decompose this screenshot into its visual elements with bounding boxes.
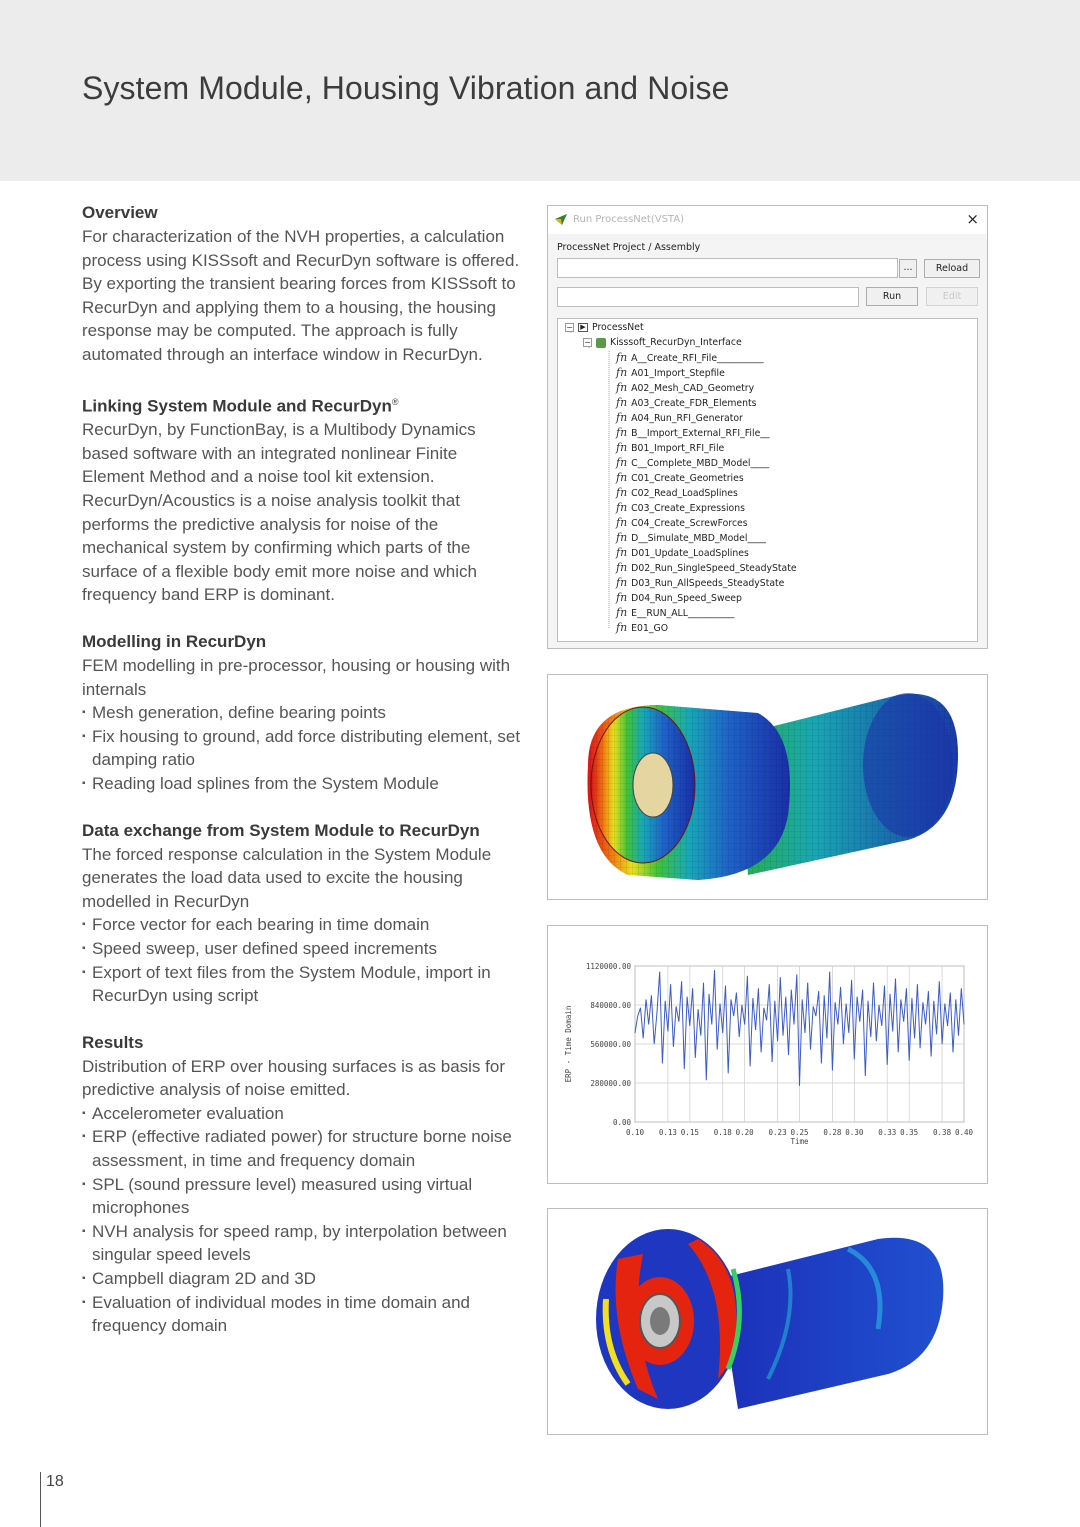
process-icon: ▶ xyxy=(578,323,588,332)
erp-distribution-image xyxy=(547,1208,988,1435)
tree-item[interactable]: fn D03_Run_AllSpeeds_SteadyState xyxy=(616,576,785,589)
x-tick-label: 0.18 xyxy=(713,1128,732,1137)
bullet-list xyxy=(82,1102,522,1338)
tree-item[interactable]: fn D__Simulate_MBD_Model____ xyxy=(616,531,767,544)
section-paragraph: The forced response calculation in the System Module generates the load data used to excite the housing modelled in RecurDyn xyxy=(82,844,492,911)
function-icon: fn xyxy=(616,531,628,544)
section-linking xyxy=(82,390,522,607)
x-tick-label: 0.20 xyxy=(735,1128,754,1137)
text-column xyxy=(82,201,522,1361)
tree-interface-node[interactable]: − Kisssoft_RecurDyn_Interface xyxy=(584,337,742,348)
bullet-list xyxy=(82,913,522,1007)
function-icon: fn xyxy=(616,381,628,394)
x-axis-label: Time xyxy=(790,1137,809,1146)
close-icon[interactable]: × xyxy=(966,210,979,228)
section-paragraph: RecurDyn, by FunctionBay, is a Multibody Dynamics based software with an integrated nonlinear Finite Element Method and a noise tool kit extension. RecurDyn/Acoustics is a noise analysis toolkit that performs the predictive analysis for noise of the mechanical system by confirming which parts of the surface of a flexible body emit more noise and which frequency band ERP is dominant. xyxy=(82,420,477,605)
section-modelling xyxy=(82,630,522,796)
x-tick-label: 0.35 xyxy=(900,1128,919,1137)
function-icon: fn xyxy=(616,561,628,574)
bullet-item: ▪ Force vector for each bearing in time domain xyxy=(82,913,522,937)
process-input[interactable] xyxy=(557,287,859,307)
process-tree xyxy=(557,318,978,642)
function-icon: fn xyxy=(616,501,628,514)
tree-item[interactable]: fn A01_Import_Stepfile xyxy=(616,366,725,379)
y-tick-label: 0.00 xyxy=(612,1118,631,1127)
bullet-item: ▪ Mesh generation, define bearing points xyxy=(82,701,522,725)
y-axis-label: ERP - Time Domain xyxy=(564,1005,573,1083)
x-tick-label: 0.10 xyxy=(625,1128,645,1137)
fem-mesh-illustration xyxy=(548,675,987,899)
tree-item[interactable]: fn A__Create_RFI_File__________ xyxy=(616,351,764,364)
bullet-item: ▪ NVH analysis for speed ramp, by interpolation between singular speed levels xyxy=(82,1220,522,1267)
tree-item[interactable]: fn D02_Run_SingleSpeed_SteadyState xyxy=(616,561,797,574)
function-icon: fn xyxy=(616,486,628,499)
bullet-item: ▪ Fix housing to ground, add force distributing element, set damping ratio xyxy=(82,725,522,772)
bullet-list xyxy=(82,701,522,795)
x-tick-label: 0.33 xyxy=(878,1128,897,1137)
function-icon: fn xyxy=(616,516,628,529)
fem-mesh-housing-image xyxy=(547,674,988,900)
tree-root[interactable]: − ▶ ProcessNet xyxy=(566,322,644,333)
collapse-icon[interactable]: − xyxy=(584,338,591,347)
bullet-item: ▪ Evaluation of individual modes in time domain and frequency domain xyxy=(82,1291,522,1338)
tree-item[interactable]: fn E01_GO xyxy=(616,621,669,634)
dialog-titlebar xyxy=(548,206,987,234)
bullet-item: ▪ Reading load splines from the System Module xyxy=(82,772,522,796)
x-tick-label: 0.13 xyxy=(658,1128,677,1137)
function-icon: fn xyxy=(616,471,628,484)
edit-button[interactable]: Edit xyxy=(926,287,978,306)
section-heading: Results xyxy=(82,1032,144,1052)
erp-chart-panel xyxy=(547,925,988,1184)
function-icon: fn xyxy=(616,441,628,454)
function-icon: fn xyxy=(616,351,628,364)
section-paragraph: FEM modelling in pre-processor, housing or housing with internals xyxy=(82,655,511,699)
y-tick-label: 560000.00 xyxy=(590,1040,631,1049)
function-icon: fn xyxy=(616,621,628,634)
reload-button[interactable]: Reload xyxy=(924,259,980,278)
section-data-exchange xyxy=(82,819,522,1008)
section-heading: Linking System Module and RecurDyn® xyxy=(82,396,399,416)
function-icon: fn xyxy=(616,426,628,439)
collapse-icon[interactable]: − xyxy=(566,323,573,332)
tree-item[interactable]: fn E__RUN_ALL__________ xyxy=(616,606,735,619)
section-overview xyxy=(82,201,522,367)
section-paragraph: For characterization of the NVH properties, a calculation process using KISSsoft and RecurDyn software is offered. By exporting the transient bearing forces from KISSsoft to RecurDyn and applying them to a housing, the housing response may be computed. The approach is fully automated through an interface window in RecurDyn. xyxy=(82,227,520,364)
function-icon: fn xyxy=(616,606,628,619)
y-tick-label: 840000.00 xyxy=(590,1001,631,1010)
x-tick-label: 0.23 xyxy=(768,1128,787,1137)
x-tick-label: 0.28 xyxy=(823,1128,842,1137)
function-icon: fn xyxy=(616,456,628,469)
processnet-dialog xyxy=(547,205,988,649)
registered-mark: ® xyxy=(391,396,399,407)
tree-item[interactable]: fn C04_Create_ScrewForces xyxy=(616,516,748,529)
bullet-item: ▪ ERP (effective radiated power) for structure borne noise assessment, in time and frequency domain xyxy=(82,1125,522,1172)
function-icon: fn xyxy=(616,396,628,409)
tree-item[interactable]: fn C03_Create_Expressions xyxy=(616,501,745,514)
tree-item[interactable]: fn A03_Create_FDR_Elements xyxy=(616,396,757,409)
function-icon: fn xyxy=(616,576,628,589)
module-icon xyxy=(596,338,606,348)
function-icon: fn xyxy=(616,546,628,559)
x-tick-label: 0.25 xyxy=(790,1128,809,1137)
x-tick-label: 0.30 xyxy=(845,1128,864,1137)
section-paragraph: Distribution of ERP over housing surfaces is as basis for predictive analysis of noise emitted. xyxy=(82,1056,505,1100)
header-band xyxy=(0,0,1080,181)
tree-item[interactable]: fn D01_Update_LoadSplines xyxy=(616,546,749,559)
tree-item[interactable]: fn B01_Import_RFI_File xyxy=(616,441,725,454)
tree-item[interactable]: fn C__Complete_MBD_Model____ xyxy=(616,456,770,469)
y-tick-label: 280000.00 xyxy=(590,1079,631,1088)
tree-item[interactable]: fn C01_Create_Geometries xyxy=(616,471,744,484)
footer-rule xyxy=(40,1472,41,1527)
bullet-item: ▪ Campbell diagram 2D and 3D xyxy=(82,1267,522,1291)
y-tick-label: 1120000.00 xyxy=(585,962,631,971)
bullet-item: ▪ Export of text files from the System Module, import in RecurDyn using script xyxy=(82,961,522,1008)
tree-item[interactable]: fn D04_Run_Speed_Sweep xyxy=(616,591,742,604)
bullet-item: ▪ Speed sweep, user defined speed increments xyxy=(82,937,522,961)
tree-item[interactable]: fn C02_Read_LoadSplines xyxy=(616,486,738,499)
function-icon: fn xyxy=(616,366,628,379)
page-title: System Module, Housing Vibration and Noise xyxy=(82,70,730,106)
x-tick-label: 0.40 xyxy=(954,1128,974,1137)
function-icon: fn xyxy=(616,411,628,424)
x-tick-label: 0.38 xyxy=(933,1128,952,1137)
tree-item[interactable]: fn B__Import_External_RFI_File__ xyxy=(616,426,770,439)
erp-time-domain-chart xyxy=(548,926,987,1183)
tree-item[interactable]: fn A02_Mesh_CAD_Geometry xyxy=(616,381,755,394)
x-tick-label: 0.15 xyxy=(680,1128,699,1137)
tree-item[interactable]: fn A04_Run_RFI_Generator xyxy=(616,411,743,424)
app-logo-icon xyxy=(554,212,568,226)
project-path-input[interactable] xyxy=(557,258,898,278)
browse-button[interactable]: ... xyxy=(899,259,917,278)
section-heading: Data exchange from System Module to RecurDyn xyxy=(82,820,480,840)
section-heading: Modelling in RecurDyn xyxy=(82,631,267,651)
dialog-title: Run ProcessNet(VSTA) xyxy=(573,214,685,225)
bullet-item: ▪ SPL (sound pressure level) measured using virtual microphones xyxy=(82,1173,522,1220)
function-icon: fn xyxy=(616,591,628,604)
section-heading: Overview xyxy=(82,203,158,222)
run-button[interactable]: Run xyxy=(866,287,918,306)
project-label: ProcessNet Project / Assembly xyxy=(557,242,701,253)
erp-contour-illustration xyxy=(548,1209,987,1434)
page-number: 18 xyxy=(46,1473,64,1490)
section-results xyxy=(82,1031,522,1338)
bullet-item: ▪ Accelerometer evaluation xyxy=(82,1102,522,1126)
